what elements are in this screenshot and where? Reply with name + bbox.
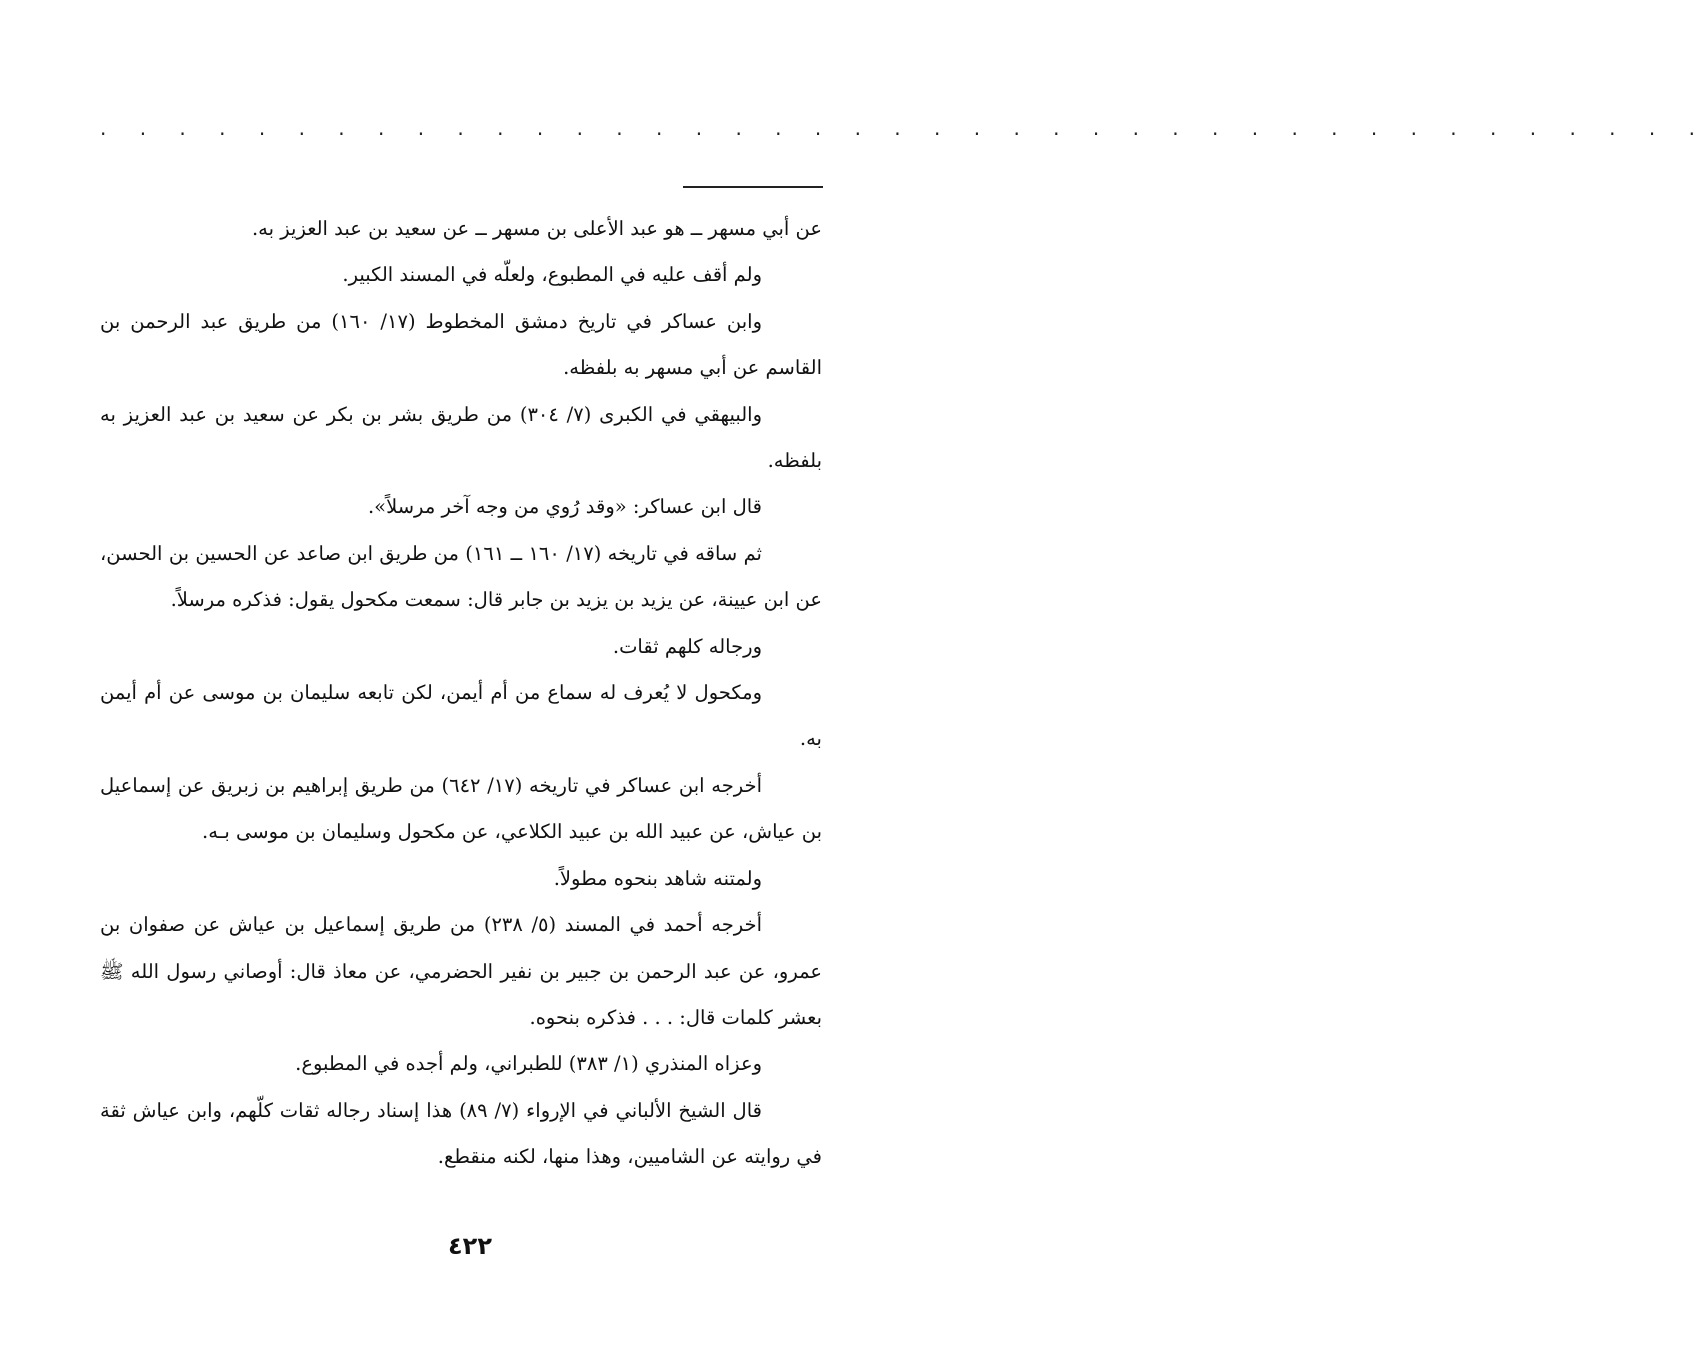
paragraph: أخرجه ابن عساكر في تاريخه (١٧/ ٦٤٢) من طريق إبراهيم بن زبريق عن إسماعيل بن عياش، عن عبيد الله بن عبيد الكلاعي، عن مكحول وسليمان بن موسى بـه. [100,773,822,844]
paragraph: وابن عساكر في تاريخ دمشق المخطوط (١٧/ ١٦٠) من طريق عبد الرحمن بن القاسم عن أبي مسهر به بلفظه. [100,309,822,380]
paragraph: ولمتنه شاهد بنحوه مطولاً. [553,866,762,890]
paragraph: ولم أقف عليه في المطبوع، ولعلّه في المسند الكبير. [342,263,762,287]
footnote-rule [683,186,823,188]
page-number: ٤٢٢ [448,1232,492,1260]
paragraph: أخرجه أحمد في المسند (٥/ ٢٣٨) من طريق إسماعيل بن عياش عن صفوان بن عمرو، عن عبد الرحمن بن جبير بن نفير الحضرمي، عن معاذ قال: أوصاني رسول الله ﷺ بعشر كلمات قال: . . . فذكره بنحوه. [100,913,822,1029]
paragraph: قال الشيخ الألباني في الإرواء (٧/ ٨٩) هذا إسناد رجاله ثقات كلّهم، وابن عياش ثقة في روايته عن الشاميين، وهذا منها، لكنه منقطع. [100,1098,822,1169]
dotted-separator: . . . . . . . . . . . . . . . . . . . . . . . . . . . . . . . . . . . . . . . . . [100,116,1708,140]
paragraph: ومكحول لا يُعرف له سماع من أم أيمن، لكن تابعه سليمان بن موسى عن أم أيمن به. [100,681,822,751]
paragraph: وعزاه المنذري (١/ ٣٨٣) للطبراني، ولم أجده في المطبوع. [295,1052,762,1076]
paragraph: ثم ساقه في تاريخه (١٧/ ١٦٠ ــ ١٦١) من طريق ابن صاعد عن الحسين بن الحسن، عن ابن عيينة، عن يزيد بن يزيد بن جابر قال: سمعت مكحول يقول: فذكره مرسلاً. [100,541,822,612]
footnote-text [100,206,822,1181]
paragraph: والبيهقي في الكبرى (٧/ ٣٠٤) من طريق بشر بن بكر عن سعيد بن عبد العزيز به بلفظه. [100,402,822,473]
paragraph: ورجاله كلهم ثقات. [612,634,762,658]
paragraph: قال ابن عساكر: «وقد رُوي من وجه آخر مرسلاً». [367,495,762,519]
paragraph: عن أبي مسهر ــ هو عبد الأعلى بن مسهر ــ عن سعيد بن عبد العزيز به. [251,217,822,240]
